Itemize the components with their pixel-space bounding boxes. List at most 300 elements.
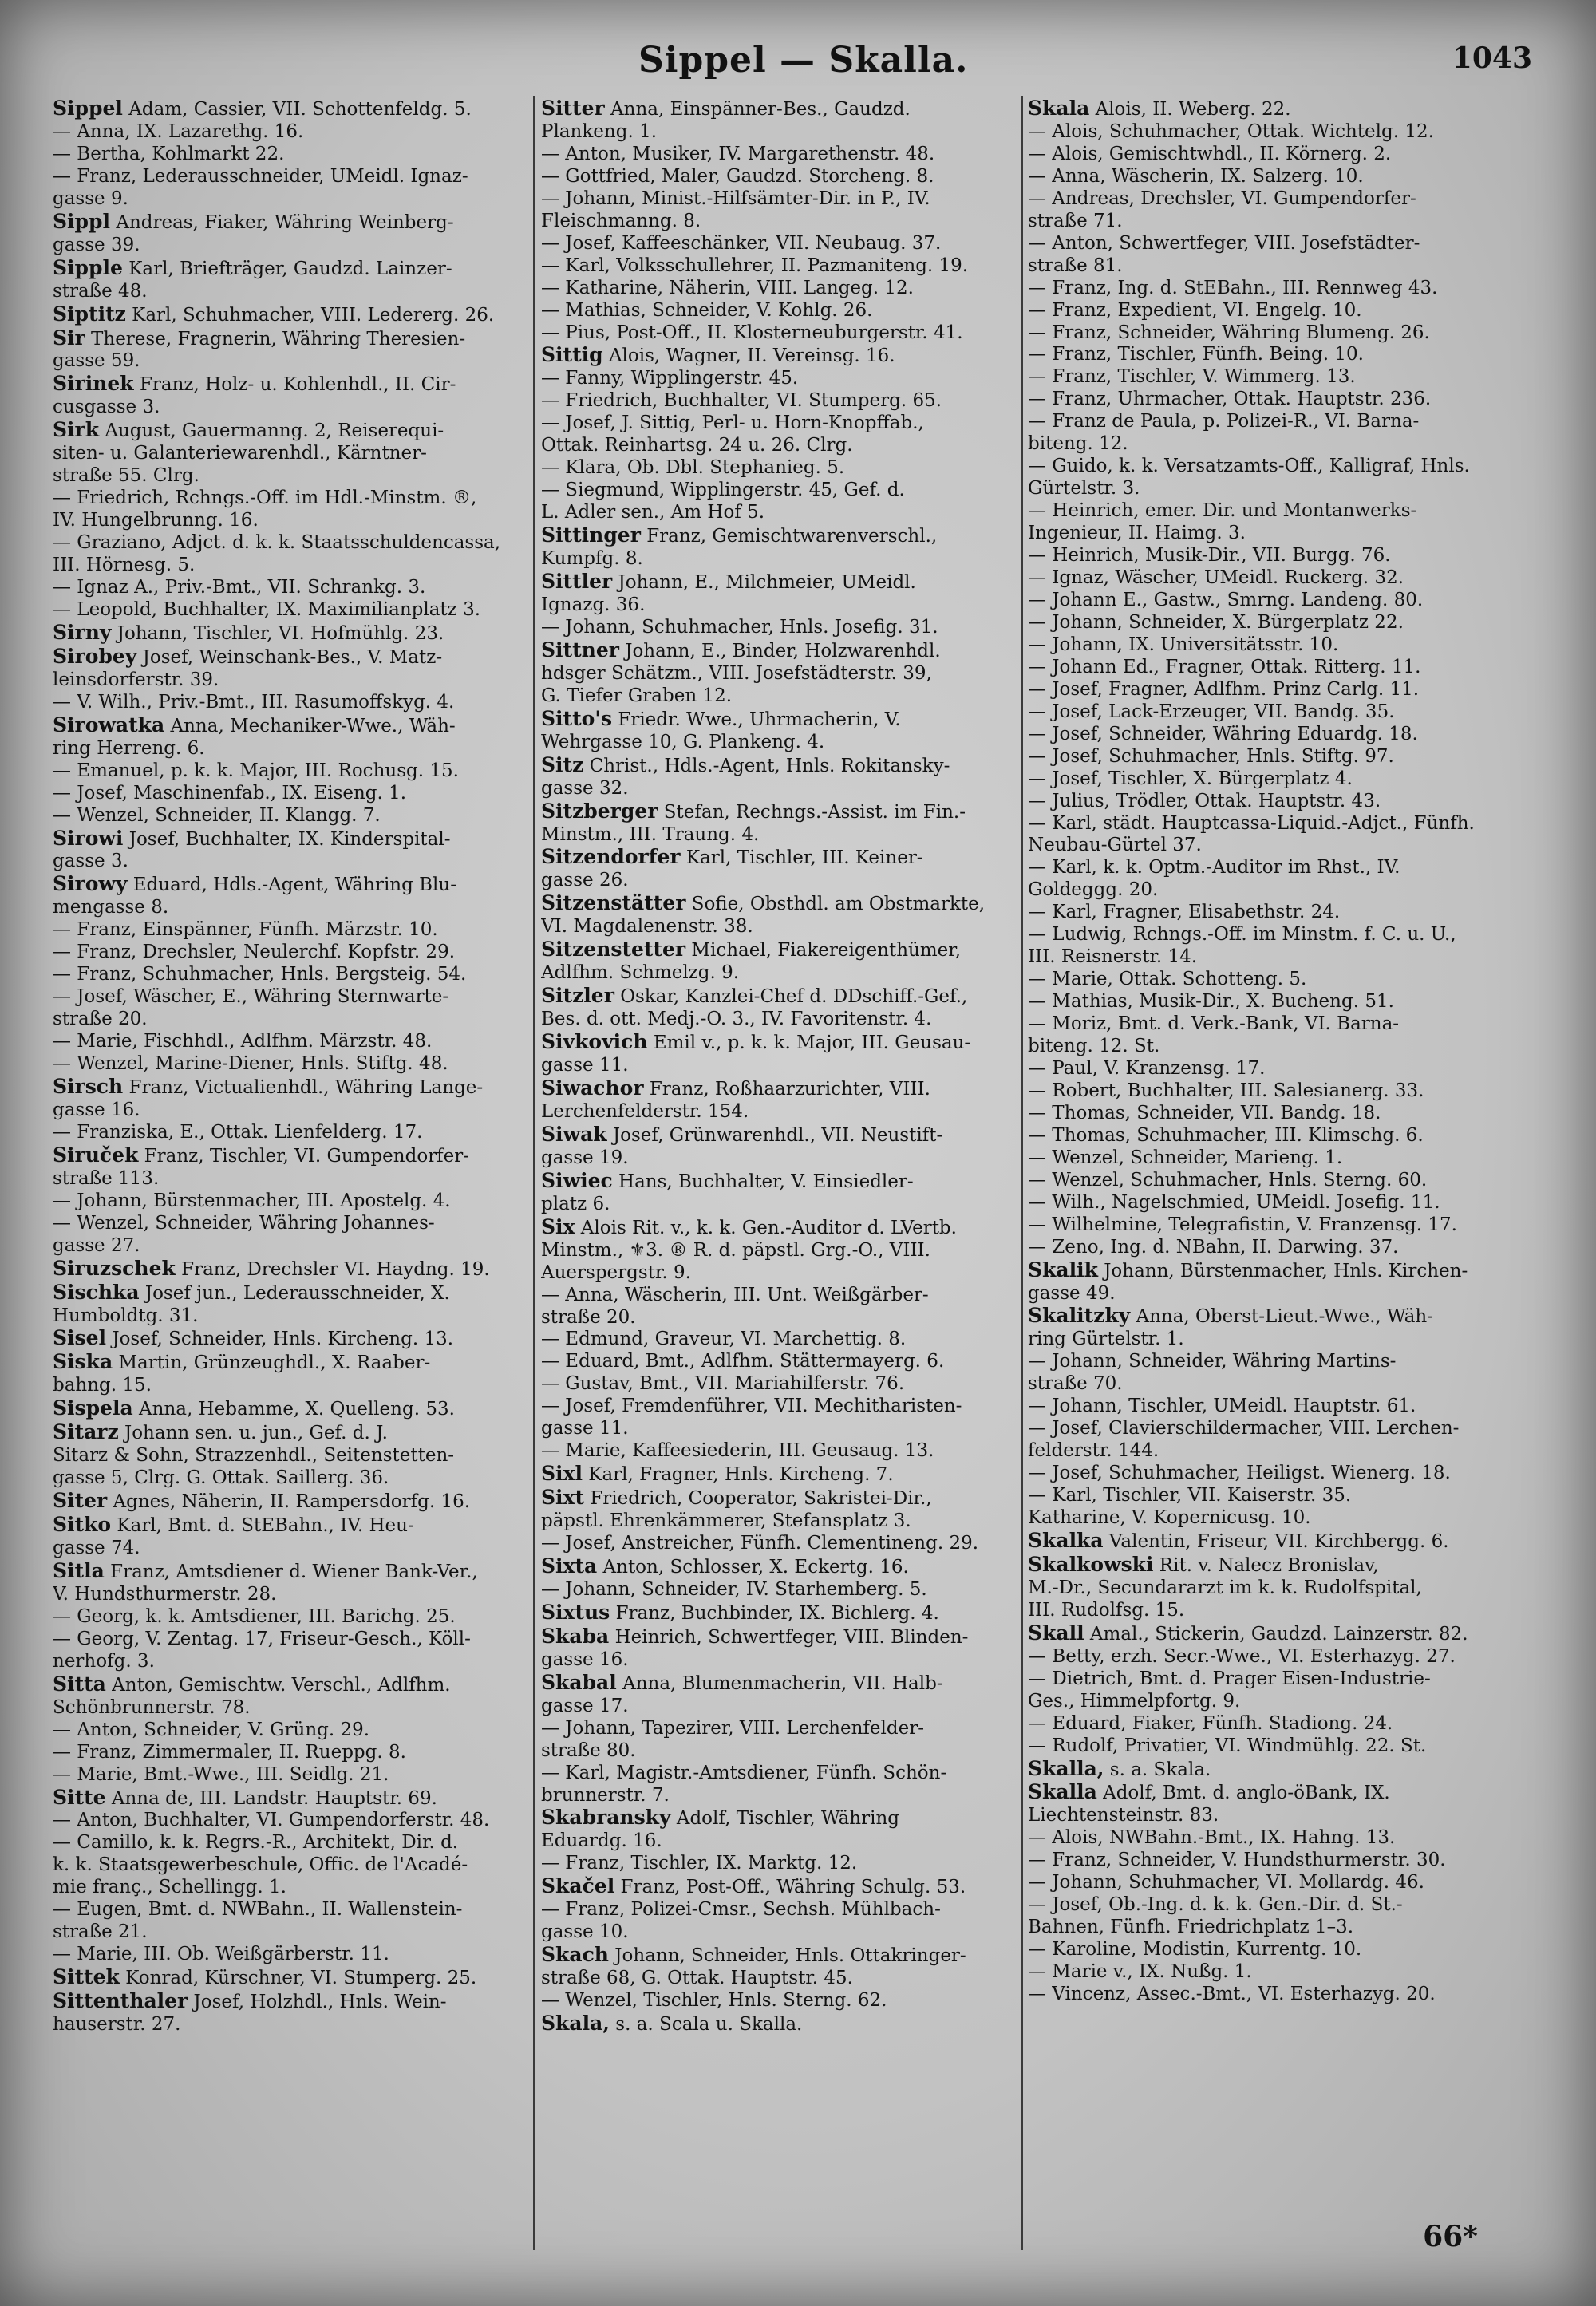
directory-entry xyxy=(53,1397,530,1421)
entry-surname: — Robert, xyxy=(1028,1080,1122,1101)
entry-details: Auerspergstr. 9. xyxy=(541,1262,691,1283)
entry-details: Adam, Cassier, VII. Schottenfeldg. 5. xyxy=(128,99,472,120)
directory-entry xyxy=(53,986,530,1009)
entry-surname: — Franz, xyxy=(1028,322,1112,343)
directory-entry xyxy=(1028,1577,1519,1600)
directory-entry xyxy=(1028,1013,1519,1036)
entry-details: Stefan, Rechngs.-Assist. im Fin.- xyxy=(663,801,966,823)
directory-entry xyxy=(1028,1329,1519,1351)
entry-details: Kaffeeschänker, VII. Neubaug. 37. xyxy=(622,232,942,254)
entry-surname: — Bertha, xyxy=(53,143,146,164)
entry-details: straße 71. xyxy=(1028,210,1123,231)
entry-details: Ingenieur, II. Haimg. 3. xyxy=(1028,523,1246,544)
entry-details: straße 20. xyxy=(541,1306,636,1328)
sheet-signature: 66* xyxy=(1423,2220,1478,2253)
entry-details: Eduard, Hdls.-Agent, Währing Blu- xyxy=(132,875,456,896)
directory-entry xyxy=(1028,634,1519,657)
entry-details: gasse 9. xyxy=(53,188,128,209)
entry-details: Amal., Stickerin, Gaudzd. Lainzerstr. 82. xyxy=(1089,1623,1468,1645)
directory-entry xyxy=(541,1990,1017,2012)
entry-surname: Sirk xyxy=(53,419,100,442)
entry-details: M.-Dr., Secundararzt im k. k. Rudolfspital, xyxy=(1028,1577,1422,1598)
entry-details: Schuhmacher, Hnls. Josefig. 31. xyxy=(642,616,938,638)
directory-entry xyxy=(53,1606,530,1629)
entry-surname: — Marie, xyxy=(53,1944,138,1965)
directory-entry xyxy=(541,548,1017,571)
entry-surname: — Johann xyxy=(1028,656,1117,677)
entry-surname: Sittig xyxy=(541,344,603,367)
entry-details: NWBahn.-Bmt., IX. Hahng. 13. xyxy=(1108,1827,1396,1849)
directory-entry xyxy=(53,738,530,760)
directory-entry xyxy=(1028,411,1519,433)
entry-surname: — Wenzel, xyxy=(1028,1169,1124,1191)
entry-details: August, Gauermanng. 2, Reiserequi- xyxy=(105,421,444,442)
entry-details: mie franç., Schellingg. 1. xyxy=(53,1877,286,1898)
entry-surname: — Eduard, xyxy=(541,1351,640,1372)
entry-details: Therese, Fragnerin, Währing Theresien- xyxy=(91,328,466,349)
entry-surname: Sitte xyxy=(53,1786,106,1809)
directory-entry xyxy=(1028,1036,1519,1058)
entry-details: Post-Off., II. Klosterneuburgerstr. 41. xyxy=(616,322,963,343)
directory-entry xyxy=(1028,523,1519,545)
directory-entry xyxy=(541,1055,1017,1077)
entry-details: Nagelschmied, UMeidl. Josefig. 11. xyxy=(1112,1191,1440,1213)
entry-surname: Sixta xyxy=(541,1555,598,1577)
directory-entry xyxy=(541,413,1017,435)
directory-entry xyxy=(1028,1894,1519,1917)
entry-surname: Sippel xyxy=(53,97,123,120)
entry-surname: — Wenzel, xyxy=(1028,1147,1124,1168)
entry-details: Franz, Amtsdiener d. Wiener Bank-Ver., xyxy=(110,1562,478,1582)
entry-details: biteng. 12. St. xyxy=(1028,1036,1160,1057)
entry-details: Friedr. Wwe., Uhrmacherin, V. xyxy=(618,709,901,730)
entry-surname: Sirny xyxy=(53,621,112,644)
directory-entry xyxy=(541,1601,1017,1625)
directory-entry xyxy=(53,1990,530,2014)
entry-surname: — Franz, xyxy=(53,165,137,187)
entry-surname: — Josef, xyxy=(1028,678,1103,700)
entry-details: Bmt. d. Verk.-Bank, VI. Barna- xyxy=(1117,1013,1400,1035)
entry-details: Musiker, IV. Margarethenstr. 48. xyxy=(632,143,935,164)
directory-entry xyxy=(541,1262,1017,1285)
entry-details: bahng. 15. xyxy=(53,1375,152,1396)
directory-entry xyxy=(541,255,1017,278)
entry-details: Katharine, V. Kopernicusg. 10. xyxy=(1028,1507,1311,1529)
entry-surname: Skačel xyxy=(541,1875,615,1898)
directory-entry xyxy=(53,1854,530,1877)
directory-entry xyxy=(53,1629,530,1651)
directory-entry xyxy=(1028,879,1519,902)
entry-surname: — Marie, xyxy=(53,1763,138,1785)
directory-entry xyxy=(1028,724,1519,746)
entry-details: Assec.-Bmt., VI. Esterhazyg. 20. xyxy=(1136,1984,1436,2005)
entry-surname: — Edmund, xyxy=(541,1329,650,1350)
entry-details: Bmt., Adlfhm. Stättermayerg. 6. xyxy=(645,1351,945,1372)
directory-entry xyxy=(541,1009,1017,1031)
entry-details: Alois, Wagner, II. Vereinsg. 16. xyxy=(608,346,895,367)
directory-entry xyxy=(1028,1735,1519,1758)
directory-entry xyxy=(541,144,1017,166)
entry-details: v., IX. Nußg. 1. xyxy=(1112,1961,1252,1983)
directory-entry xyxy=(53,510,530,532)
entry-details: Bmt.-Wwe., III. Seidlg. 21. xyxy=(144,1763,389,1785)
directory-entry xyxy=(541,617,1017,639)
entry-surname: Sixt xyxy=(541,1487,585,1510)
directory-entry xyxy=(541,639,1017,663)
entry-surname: — Johann, xyxy=(541,188,636,209)
directory-entry xyxy=(53,443,530,465)
entry-surname: — Karl, xyxy=(541,255,610,276)
directory-entry xyxy=(1028,278,1519,300)
entry-details: Priv.-Bmt., III. Rasumoffskyg. 4. xyxy=(158,691,455,713)
directory-entry xyxy=(1028,478,1519,500)
entry-surname: Siwiec xyxy=(541,1169,613,1192)
directory-entry xyxy=(541,1830,1017,1853)
entry-details: Michael, Fiakereigenthümer, xyxy=(691,940,962,961)
directory-entry xyxy=(53,1305,530,1328)
entry-details: Minstm., III. Traung. 4. xyxy=(541,823,760,845)
directory-entry xyxy=(1028,1170,1519,1192)
directory-entry xyxy=(541,524,1017,548)
entry-surname: — Josef, xyxy=(1028,1894,1103,1916)
directory-entry xyxy=(1028,1237,1519,1259)
entry-details: Schneider, Marieng. 1. xyxy=(1130,1147,1343,1168)
entry-details: p. k. k. Major, III. Rochusg. 15. xyxy=(170,760,459,781)
directory-entry xyxy=(53,1281,530,1305)
entry-surname: Skala, xyxy=(541,2012,610,2036)
directory-entry xyxy=(1028,1125,1519,1147)
entry-surname: Skalla xyxy=(1028,1781,1097,1804)
directory-entry xyxy=(53,1191,530,1213)
directory-entry xyxy=(53,1584,530,1606)
entry-details: platz 6. xyxy=(541,1193,610,1214)
directory-entry xyxy=(53,532,530,555)
directory-entry xyxy=(541,1899,1017,1921)
entry-details: Tischler, IX. Marktg. 12. xyxy=(630,1853,858,1874)
entry-surname: Siter xyxy=(53,1490,108,1513)
directory-entry xyxy=(541,916,1017,938)
entry-surname: Sitto's xyxy=(541,707,613,730)
entry-surname: — Johann, xyxy=(1028,1351,1123,1372)
entry-details: Adjct. d. k. k. Staatsschuldencassa, xyxy=(172,532,501,554)
entry-surname: — Camillo, xyxy=(53,1832,154,1854)
directory-entry xyxy=(541,480,1017,502)
entry-details: Buchhalter, IX. Maximilianplatz 3. xyxy=(163,598,481,620)
entry-surname: — Karl, xyxy=(1028,902,1097,923)
directory-entry xyxy=(1028,1080,1519,1103)
directory-entry xyxy=(1028,500,1519,523)
directory-entry xyxy=(541,1440,1017,1463)
directory-entry xyxy=(1028,366,1519,389)
entry-details: gasse 3. xyxy=(53,851,128,872)
entry-surname: — Heinrich, xyxy=(1028,545,1140,567)
entry-details: Anna, Hebamme, X. Quelleng. 53. xyxy=(139,1399,455,1420)
entry-surname: — Betty, xyxy=(1028,1645,1105,1667)
entry-surname: Sir xyxy=(53,326,85,349)
entry-details: straße 113. xyxy=(53,1167,160,1189)
entry-surname: Sittner xyxy=(541,638,619,661)
entry-details: Zimmermaler, II. Rueppg. 8. xyxy=(142,1741,406,1763)
entry-details: ring Herreng. 6. xyxy=(53,737,205,759)
entry-details: Schneider, V. Hundsthurmerstr. 30. xyxy=(1117,1850,1446,1871)
entry-details: Schneider, Währing Eduardg. 18. xyxy=(1108,723,1418,744)
entry-details: s. a. Scala u. Skalla. xyxy=(615,2014,803,2036)
directory-entry xyxy=(541,1672,1017,1696)
entry-surname: — Rudolf, xyxy=(1028,1735,1119,1756)
entry-details: Expedient, VI. Engelg. 10. xyxy=(1117,299,1362,321)
entry-surname: — Josef, xyxy=(1028,768,1103,789)
directory-entry xyxy=(1028,1351,1519,1373)
entry-details: Kohlmarkt 22. xyxy=(152,143,285,164)
page-header-title: Sippel — Skalla. xyxy=(638,40,969,81)
entry-surname: — Franz, xyxy=(1028,299,1112,321)
entry-details: s. a. Skala. xyxy=(1109,1759,1211,1780)
entry-details: Johann sen. u. jun., Gef. d. J. xyxy=(124,1423,388,1444)
directory-entry xyxy=(541,685,1017,708)
entry-surname: — Karl, xyxy=(1028,857,1097,879)
entry-surname: — Fanny, xyxy=(541,368,626,389)
entry-details: Fragner, Adlfhm. Prinz Carlg. 11. xyxy=(1108,678,1420,700)
entry-surname: — Siegmund, xyxy=(541,480,666,501)
directory-entry xyxy=(1028,1192,1519,1214)
entry-details: Rit. v. Nalecz Bronislav, xyxy=(1159,1554,1379,1576)
directory-entry xyxy=(1028,835,1519,857)
directory-entry xyxy=(541,1031,1017,1055)
entry-details: Uhrmacher, Ottak. Hauptstr. 236. xyxy=(1117,389,1432,410)
entry-surname: Siruček xyxy=(53,1143,139,1167)
entry-surname: — Klara, xyxy=(541,457,622,479)
entry-surname: — Franz, xyxy=(541,1853,626,1874)
entry-surname: — Franz, xyxy=(53,964,137,985)
entry-surname: — Josef, xyxy=(1028,745,1103,767)
directory-column-1 xyxy=(53,97,530,2252)
entry-details: Wäscherin, IX. Salzerg. 10. xyxy=(1111,165,1364,187)
directory-entry xyxy=(53,692,530,714)
entry-surname: — Marie xyxy=(1028,1961,1108,1983)
directory-entry xyxy=(53,964,530,986)
directory-entry xyxy=(541,1351,1017,1373)
directory-entry xyxy=(1028,1058,1519,1080)
directory-entry xyxy=(541,1396,1017,1418)
entry-surname: — Johann, xyxy=(541,1578,636,1600)
entry-details: Clavierschildermacher, VIII. Lerchen- xyxy=(1108,1418,1460,1439)
directory-entry xyxy=(53,257,530,281)
directory-entry xyxy=(541,732,1017,754)
entry-surname: — Josef, xyxy=(1028,723,1103,744)
directory-entry xyxy=(541,1625,1017,1649)
directory-entry xyxy=(1028,322,1519,345)
entry-surname: — Franz, xyxy=(53,1741,137,1763)
entry-details: A., Priv.-Bmt., VII. Schrankg. 3. xyxy=(134,577,426,598)
directory-entry xyxy=(53,577,530,599)
directory-entry xyxy=(53,555,530,577)
entry-details: Schuhmacher, Hnls. Stiftg. 97. xyxy=(1108,745,1394,767)
entry-details: erzh. Secr.-Wwe., VI. Esterhazyg. 27. xyxy=(1110,1645,1456,1667)
directory-entry xyxy=(53,1514,530,1538)
entry-details: Andreas, Fiaker, Währing Weinberg- xyxy=(116,211,454,233)
entry-details: Bahnen, Fünfh. Friedrichplatz 1–3. xyxy=(1028,1917,1354,1938)
entry-details: VI. Magdalenenstr. 38. xyxy=(541,916,753,938)
entry-details: L. Adler sen., Am Hof 5. xyxy=(541,502,765,523)
directory-entry xyxy=(53,783,530,805)
entry-surname: Sittler xyxy=(541,571,613,594)
entry-surname: — Johann, xyxy=(1028,1872,1123,1893)
directory-entry xyxy=(1028,813,1519,835)
directory-entry xyxy=(1028,389,1519,411)
directory-entry xyxy=(1028,233,1519,255)
directory-entry xyxy=(53,1810,530,1832)
column-rule xyxy=(533,96,535,2250)
entry-details: Bmt. d. Prager Eisen-Industrie- xyxy=(1139,1668,1431,1689)
entry-surname: — Franz, xyxy=(1028,277,1112,298)
entry-details: Ignazg. 36. xyxy=(541,594,646,615)
directory-entry xyxy=(541,824,1017,847)
entry-surname: — Leopold, xyxy=(53,598,158,620)
entry-details: Josef, Grünwarenhdl., VII. Neustift- xyxy=(612,1124,943,1146)
entry-details: ring Gürtelstr. 1. xyxy=(1028,1329,1184,1350)
entry-details: Ottak. Schotteng. 5. xyxy=(1119,969,1307,990)
directory-entry xyxy=(1028,1147,1519,1170)
directory-entry xyxy=(53,1490,530,1514)
directory-entry xyxy=(1028,857,1519,879)
entry-surname: — Anton, xyxy=(541,143,626,164)
entry-details: Näherin, VIII. Langeg. 12. xyxy=(669,277,914,298)
directory-entry xyxy=(541,1740,1017,1763)
entry-details: Franz, Drechsler VI. Haydng. 19. xyxy=(181,1258,490,1280)
entry-surname: — Johann, xyxy=(1028,1396,1123,1417)
entry-details: V. Hundsthurmerstr. 28. xyxy=(53,1583,277,1605)
directory-entry xyxy=(541,1123,1017,1147)
entry-details: III. Rudolfsg. 15. xyxy=(1028,1599,1185,1621)
entry-details: Minstm., ⚜3. ® R. d. päpstl. Grg.-O., VIII. xyxy=(541,1239,930,1261)
directory-entry xyxy=(1028,121,1519,144)
entry-details: Kaffeesiederin, III. Geusaug. 13. xyxy=(632,1440,934,1462)
directory-entry xyxy=(541,1170,1017,1194)
entry-surname: — Franz, xyxy=(53,919,137,941)
entry-details: J. Sittig, Perl- u. Horn-Knopffab., xyxy=(622,413,924,434)
directory-entry xyxy=(541,663,1017,685)
directory-entry xyxy=(1028,590,1519,612)
directory-entry xyxy=(53,760,530,783)
entry-details: Johann, E., Binder, Holzwarenhdl. xyxy=(625,640,941,661)
directory-entry xyxy=(1028,188,1519,211)
directory-entry xyxy=(541,594,1017,617)
directory-entry xyxy=(53,1697,530,1720)
directory-entry xyxy=(53,1467,530,1490)
directory-entry xyxy=(1028,946,1519,969)
entry-details: Wipplingerstr. 45, Gef. d. xyxy=(670,480,905,501)
entry-details: III. Hörnesg. 5. xyxy=(53,555,196,576)
entry-surname: — Franz, xyxy=(541,1899,626,1921)
entry-details: Graveur, VI. Marchettig. 8. xyxy=(654,1329,907,1350)
entry-surname: Sitzendorfer xyxy=(541,846,681,869)
entry-details: Rchngs.-Off. im Minstm. f. C. u. U., xyxy=(1132,924,1456,946)
entry-surname: — Johann xyxy=(1028,589,1117,610)
entry-details: Schneider, II. Klangg. 7. xyxy=(155,804,381,826)
entry-details: Lederausschneider, UMeidl. Ignaz- xyxy=(142,165,468,187)
directory-entry xyxy=(541,1077,1017,1101)
entry-details: Trödler, Ottak. Hauptstr. 43. xyxy=(1116,790,1381,811)
entry-details: Franz, Gemischtwarenverschl., xyxy=(646,526,938,547)
entry-surname: Siptitz xyxy=(53,302,126,326)
entry-details: Anton, Gemischtw. Verschl., Adlfhm. xyxy=(112,1674,451,1696)
entry-details: Hans, Buchhalter, V. Einsiedler- xyxy=(618,1171,914,1192)
directory-entry xyxy=(541,1944,1017,1968)
directory-entry xyxy=(541,1510,1017,1533)
entry-details: Buchhalter, VI. Stumperg. 65. xyxy=(663,390,942,412)
directory-entry xyxy=(1028,456,1519,478)
entry-surname: Sischka xyxy=(53,1281,140,1304)
entry-surname: — Johann, xyxy=(53,1190,148,1211)
entry-details: E., Ottak. Lienfelderg. 17. xyxy=(180,1121,423,1143)
directory-entry xyxy=(1028,969,1519,991)
directory-entry xyxy=(541,1579,1017,1601)
entry-surname: — Franz xyxy=(1028,411,1106,432)
directory-entry xyxy=(541,1147,1017,1170)
entry-details: gasse 59. xyxy=(53,350,140,372)
directory-entry xyxy=(53,1100,530,1122)
entry-surname: — Wenzel, xyxy=(53,1212,149,1234)
entry-surname: — Marie, xyxy=(53,1031,138,1052)
directory-entry xyxy=(541,1418,1017,1440)
entry-surname: — V. Wilh., xyxy=(53,691,152,713)
directory-entry xyxy=(541,278,1017,300)
directory-entry xyxy=(541,435,1017,457)
entry-details: k. k. Regrs.-R., Architekt, Dir. d. xyxy=(159,1832,459,1854)
entry-surname: Skalkowski xyxy=(1028,1553,1154,1576)
entry-surname: Sisel xyxy=(53,1327,107,1350)
entry-surname: — Wilh., xyxy=(1028,1191,1106,1213)
entry-surname: Sittenthaler xyxy=(53,1990,188,2013)
entry-details: gasse 17. xyxy=(541,1695,629,1716)
entry-surname: — Josef, xyxy=(541,232,616,254)
entry-details: Minist.-Hilfsämter-Dir. in P., IV. xyxy=(642,188,930,209)
directory-entry xyxy=(1028,902,1519,924)
entry-surname: — Anna, xyxy=(1028,165,1106,187)
entry-details: Marine-Diener, Hnls. Stiftg. 48. xyxy=(155,1053,448,1075)
directory-entry xyxy=(541,121,1017,144)
entry-surname: Sirowy xyxy=(53,873,128,896)
entry-surname: — Johann, xyxy=(1028,634,1123,655)
directory-entry xyxy=(1028,1805,1519,1827)
entry-surname: — Eugen, xyxy=(53,1899,143,1921)
directory-entry xyxy=(1028,924,1519,946)
entry-details: Fremdenführer, VII. Mechitharisten- xyxy=(622,1396,962,1417)
directory-entry xyxy=(541,778,1017,800)
entry-surname: Sitzberger xyxy=(541,800,658,823)
entry-surname: — Wilhelmine, xyxy=(1028,1214,1163,1235)
directory-entry xyxy=(541,457,1017,480)
directory-entry xyxy=(1028,1850,1519,1872)
entry-details: Wehrgasse 10, G. Plankeng. 4. xyxy=(541,731,825,752)
directory-entry xyxy=(1028,1305,1519,1329)
directory-entry xyxy=(53,1258,530,1281)
entry-details: Rchngs.-Off. im Hdl.-Minstm. ®, xyxy=(175,488,477,509)
directory-entry xyxy=(53,1445,530,1467)
directory-entry xyxy=(53,2014,530,2036)
entry-details: Friedrich, Cooperator, Sakristei-Dir., xyxy=(590,1488,932,1510)
entry-details: IX. Lazarethg. 16. xyxy=(136,120,304,142)
directory-entry xyxy=(53,97,530,121)
entry-surname: — Alois, xyxy=(1028,1827,1104,1849)
directory-entry xyxy=(541,1555,1017,1579)
entry-surname: — Marie, xyxy=(541,1440,626,1462)
entry-surname: — Franz, xyxy=(1028,1850,1112,1871)
entry-details: leinsdorferstr. 39. xyxy=(53,669,219,690)
directory-entry xyxy=(53,1899,530,1921)
entry-surname: — Marie, xyxy=(1028,969,1113,990)
directory-entry xyxy=(541,938,1017,962)
